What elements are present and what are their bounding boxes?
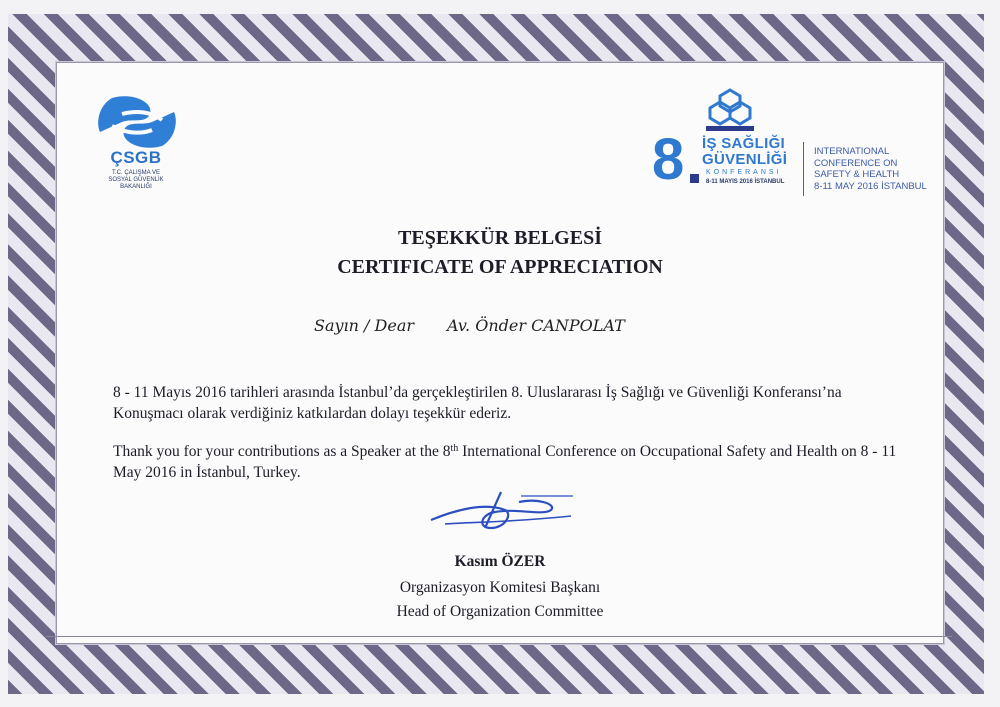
conference-logo bbox=[650, 88, 810, 198]
title-english: CERTIFICATE OF APPRECIATION bbox=[337, 256, 663, 278]
body-english bbox=[113, 441, 913, 483]
body-english-part1: Thank you for your contributions as a Speaker at the 8 bbox=[113, 443, 451, 460]
salutation: Sayın / Dear bbox=[314, 316, 415, 335]
conference-number: 8 bbox=[652, 127, 685, 192]
recipient-name: Av. Önder CANPOLAT bbox=[447, 316, 625, 335]
signer-role-english: Head of Organization Committee bbox=[396, 603, 604, 620]
conference-logo-icon bbox=[702, 88, 758, 132]
signer-role-turkish: Organizasyon Komitesi Başkanı bbox=[399, 579, 601, 596]
conference-divider bbox=[803, 142, 804, 196]
conference-en-line: CONFERENCE ON bbox=[814, 157, 898, 169]
body-english-superscript: th bbox=[450, 443, 459, 454]
body-turkish: 8 - 11 Mayıs 2016 tarihleri arasında İstanbul’da gerçekleştirilen 8. Uluslararası İş Sağlığı ve Güvenliği Konferansı’na Konuşmacı olarak verdiğiniz katkılardan dolayı teşekkür ederiz. bbox=[113, 384, 842, 422]
title-turkish: TEŞEKKÜR BELGESİ bbox=[398, 227, 602, 249]
conference-english-text bbox=[814, 146, 944, 192]
conference-en-line: 8-11 MAY 2016 İSTANBUL bbox=[814, 180, 927, 192]
signer-name: Kasım ÖZER bbox=[454, 553, 546, 570]
conference-logo-line2: GÜVENLİĞİ bbox=[702, 151, 788, 168]
conference-logo-line1: İŞ SAĞLIĞI bbox=[702, 135, 786, 152]
bottom-divider bbox=[46, 636, 952, 637]
csgb-name: ÇSGB bbox=[110, 148, 162, 167]
csgb-logo bbox=[88, 94, 184, 212]
conference-number-dot bbox=[690, 174, 699, 183]
csgb-subtitle: T.C. ÇALIŞMA VE SOSYAL GÜVENLİK BAKANLIĞI bbox=[108, 170, 164, 190]
csgb-logo-icon bbox=[92, 94, 182, 150]
conference-logo-date: 8-11 MAYIS 2016 İSTANBUL bbox=[706, 179, 785, 185]
signature-icon bbox=[425, 488, 575, 538]
conference-en-line: SAFETY & HEALTH bbox=[814, 169, 900, 180]
conference-logo-line3: KONFERANSI bbox=[706, 169, 782, 176]
body-english-part2: International Conference on Occupational Safety and Health on 8 - 11 May 2016 in İstanbul, Turkey. bbox=[113, 443, 897, 481]
conference-en-line: INTERNATIONAL bbox=[814, 146, 890, 157]
